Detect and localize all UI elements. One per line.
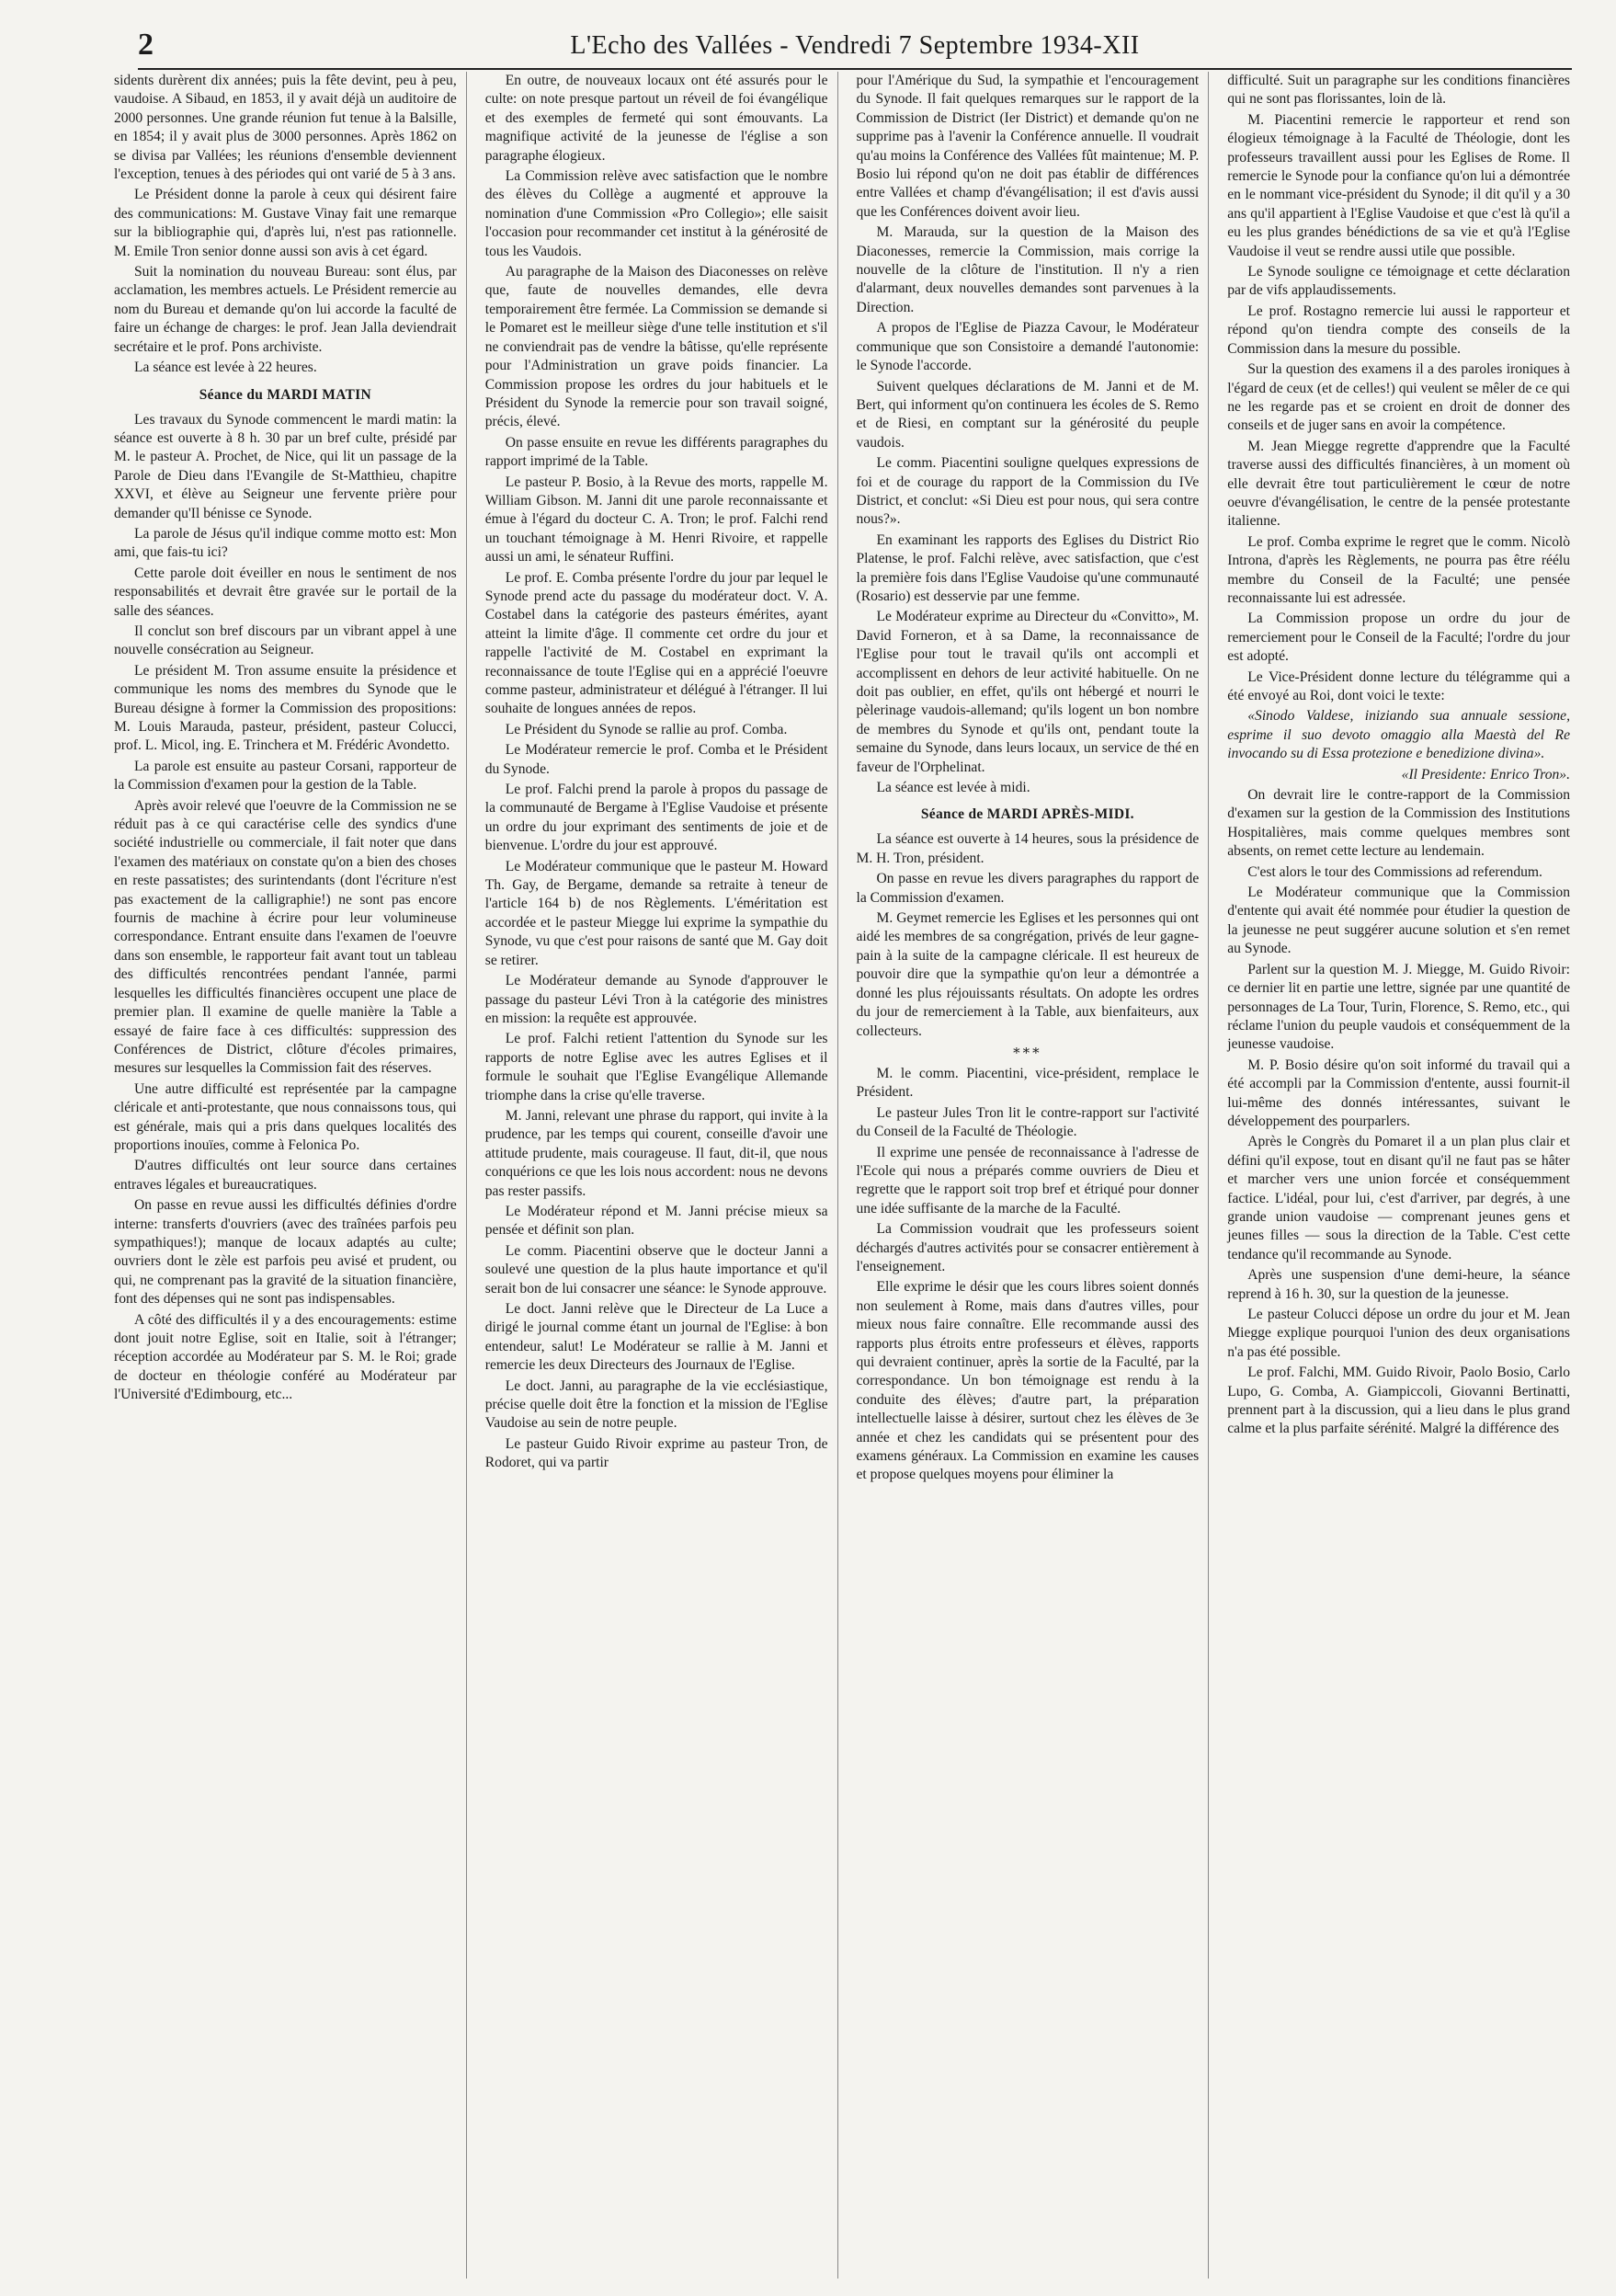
paragraph: En examinant les rapports des Eglises du District Rio Platense, le prof. Falchi relève, avec satisfaction, que c'est la première fois dans l'Eglise Vaudoise qu'une communauté (Rosario) est desservie par une femme.	[856, 531, 1200, 604]
paragraph: Après le Congrès du Pomaret il a un plan plus clair et défini qu'il expose, tout en disant qu'il ne faut pas se hâter et marcher vers une union forcée et conséquemment factice. L'idéal, pour lui, c'est d'arriver, par degrés, à une grande union vaudoise — comprenant jeunes gens et jeunes filles — sous la direction de la Table. C'est cette tendance qu'il recommande au Synode.	[1227, 1134, 1570, 1262]
paragraph: Le comm. Piacentini observe que le docteur Janni a soulevé une question de la plus haute importance et qu'il serait bon de lui consacrer une séance: le Synode approuve.	[484, 1242, 828, 1296]
paragraph: Le Président donne la parole à ceux qui désirent faire des communications: M. Gustave Vinay fait une remarque sur la bibliographie qui, d'après lui, n'est pas rationnelle. M. Emile Tron senior donne aussi son avis à cet égard.	[114, 187, 457, 259]
paragraph: La séance est levée à midi.	[876, 780, 1030, 796]
paragraph: Le prof. Falchi prend la parole à propos du passage de la communauté de Bergame à l'Eglise Vaudoise et présente un ordre du jour exprimant des sentiments de joie et de bienvenue. L'ordre du jour est approuvé.	[484, 782, 828, 854]
paragraph: difficulté. Suit un paragraphe sur les conditions financières qui ne sont pas florissantes, loin de là.	[1227, 73, 1570, 108]
paragraph: sidents durèrent dix années; puis la fête devint, peu à peu, vaudoise. A Sibaud, en 1853, il y avait déjà un auditoire de 2000 personnes. Une grande réunion fut tenue à la Balsille, en 1854; il y avait plus de 3000 personnes. Après 1862 on se divisa par Vallées; les réunions d'ensemble deviennent l'exception, tenues à des périodes qui ont varié de 5 à 3 ans.	[114, 73, 457, 183]
paragraph: Le Modérateur remercie le prof. Comba et le Président du Synode.	[484, 742, 828, 777]
paragraph: M. Jean Miegge regrette d'apprendre que la Faculté traverse aussi des difficultés financières, à un moment où elle devrait être tout particulièrement le cœur de notre oeuvre d'évangélisation, le centre de la pensée protestante italienne.	[1227, 438, 1570, 530]
paragraph: Elle exprime le désir que les cours libres soient donnés non seulement à Rome, mais dans d'autres villes, pour mieux nous faire connaître. Elle recommande aussi des rapports plus étroits entre professeurs et élèves, rapports qui devraient continuer, après la sortie de la Faculté, par la correspondance. Un bon témoignage est rendu à la conduite des élèves; d'autre part, la préparation intellectuelle laisse à désirer, surtout chez les élèves de 3e année et chez les candidats qui se présentent pour des examens généraux. La Commission en examine les causes et propose quelques moyens pour éliminer la	[856, 1279, 1200, 1483]
paragraph: On passe en revue les divers paragraphes du rapport de la Commission d'examen.	[856, 871, 1200, 906]
paragraph: Le prof. Rostagno remercie lui aussi le rapporteur et répond qu'on tiendra compte des conseils de la Commission dans la mesure du possible.	[1227, 303, 1570, 357]
paragraph: M. Marauda, sur la question de la Maison des Diaconesses, remercie la Commission, mais corrige la nouvelle de la clôture de l'institution. Il n'y a rien d'alarmant, deux nouvelles demandes sont parvenues à la Direction.	[856, 224, 1200, 315]
paragraph: Le pasteur Guido Rivoir exprime au pasteur Tron, de Rodoret, qui va partir	[484, 1435, 828, 1471]
masthead: L'Echo des Vallées - Vendredi 7 Septembre 1934-XII	[570, 31, 1140, 60]
section-heading: Séance de MARDI APRÈS-MIDI.	[920, 806, 1134, 823]
telegram-quote	[1227, 707, 1570, 784]
paragraph: A propos de l'Eglise de Piazza Cavour, le Modérateur communique que son Consistoire a demandé l'autonomie: le Synode l'accorde.	[856, 320, 1200, 374]
paragraph: Le Modérateur répond et M. Janni précise mieux sa pensée et définit son plan.	[484, 1203, 828, 1239]
paragraph: Il exprime une pensée de reconnaissance à l'adresse de l'Ecole qui nous a préparés comme ouvriers de Dieu et regrette que le rapport soit trop bref et étriqué pour donner une idée suffisante de la marche de la Faculté.	[856, 1144, 1200, 1217]
paragraph: M. P. Bosio désire qu'on soit informé du travail qui a été accompli par la Commission d'entente, aussi fournit-il lui-même des donnés intéressantes, suivant le développement des pourparlers.	[1227, 1057, 1570, 1129]
paragraph: Le prof. E. Comba présente l'ordre du jour par lequel le Synode prend acte du passage du modérateur doct. V. A. Costabel dans la catégorie des pasteurs émérites, ayant atteint la limite d'âge. Il commente cet ordre du jour et rappelle l'activité de M. Costabel en exprimant la reconnaissance de toute l'Eglise qui en a apprécié l'oeuvre comme pasteur, administrateur et délégué à l'étranger. Il lui souhaite de longues années de repos.	[484, 569, 828, 717]
paragraph: Le Modérateur communique que le pasteur M. Howard Th. Gay, de Bergame, demande sa retraite à teneur de l'article 164 b) de nos Règlements. L'éméritation est accordée et le pasteur Miegge lui exprime la sympathie du Synode, vu que c'est pour raisons de santé que M. Gay doit se retirer.	[484, 858, 828, 968]
paragraph: Le Synode souligne ce témoignage et cette déclaration par de vifs applaudissements.	[1227, 264, 1570, 299]
paragraph: Le doct. Janni, au paragraphe de la vie ecclésiastique, précise quelle doit être la fonction et la mission de l'Eglise Vaudoise au sein de notre peuple.	[484, 1377, 828, 1432]
paragraph: M. Geymet remercie les Eglises et les personnes qui ont aidé les membres de sa congrégation, privés de leur gagne-pain à la suite de la campagne cléricale. Il est heureux de pouvoir dire que la sympathie qu'on leur a démontrée a donné les plus réjouissants résultats. On adopte les ordres du jour de remerciement à la Table, aux bienfaiteurs, aux collecteurs.	[856, 910, 1200, 1039]
paragraph: Le Modérateur demande au Synode d'approuver le passage du pasteur Lévi Tron à la catégorie des ministres en mission: la requête est approuvée.	[484, 973, 828, 1026]
paragraph: M. le comm. Piacentini, vice-président, remplace le Président.	[856, 1065, 1200, 1101]
paragraph: Il conclut son bref discours par un vibrant appel à une nouvelle consécration au Seigneur.	[114, 623, 457, 658]
paragraph: pour l'Amérique du Sud, la sympathie et l'encouragement du Synode. Il fait quelques remarques sur le rapport de la Commission de District (Ier District) et demande qu'on ne supprime pas à l'avenir la Conférence annuelle. Il voudrait qu'au moins la Conférence des Vallées fût maintenue; M. P. Bosio lui répond qu'on ne doit pas établir de différences entre Vallées et champ d'évangélisation; il est d'avis aussi que les Conférences doivent avoir lieu.	[856, 73, 1200, 220]
paragraph: M. Piacentini remercie le rapporteur et rend son élogieux témoignage à la Faculté de Théologie, dont les professeurs travaillent aussi pour les Eglises de Rome. Il remercie le Synode pour la confiance qu'on lui a démontrée en le nommant vice-président du Synode; il dit qu'il y a 30 ans qu'il appartient à l'Eglise Vaudoise et que c'est là qu'il a eu les plus grandes bénédictions de sa vie et qu'à l'Eglise Vaudoise il veut se rendre aussi utile que possible.	[1227, 111, 1570, 259]
paragraph: La Commission relève avec satisfaction que le nombre des élèves du Collège a augmenté et approuve la nomination d'une Commission «Pro Collegio»; elle saisit l'occasion pour recommander cet institut à la générosité de tous les Vaudois.	[484, 168, 828, 259]
paragraph: Le pasteur Colucci dépose un ordre du jour et M. Jean Miegge explique pourquoi l'union des deux organisations n'a pas été possible.	[1227, 1307, 1570, 1360]
paragraph: Suit la nomination du nouveau Bureau: sont élus, par acclamation, les membres actuels. Le Président remercie au nom du Bureau et demande qu'on lui accorde la faculté de faire un échange de charges: le prof. Jean Jalla deviendrait secrétaire et le prof. Pons archiviste.	[114, 264, 457, 355]
paragraph: En outre, de nouveaux locaux ont été assurés pour le culte: on note presque partout un réveil de foi évangélique et des exemples de fermeté qui sont émouvants. La magnifique activité de la jeunesse de l'église a son paragraphe élogieux.	[484, 73, 828, 164]
paragraph: La séance est levée à 22 heures.	[134, 360, 317, 376]
column-3	[851, 72, 1210, 2279]
paragraph: La Commission propose un ordre du jour de remerciement pour le Conseil de la Faculté; l'ordre du jour est adopté.	[1227, 611, 1570, 665]
page-header	[138, 26, 1572, 70]
paragraph: Le prof. Falchi retient l'attention du Synode sur les rapports de notre Eglise avec les autres Eglises et il formule le souhait que l'Eglise Evangélique Allemande triomphe dans la crise qu'elle traverse.	[484, 1031, 828, 1103]
paragraph: Cette parole doit éveiller en nous le sentiment de nos responsabilités et devrait être gravée sur le portail de la salle des séances.	[114, 565, 457, 619]
paragraph: Le doct. Janni relève que le Directeur de La Luce a dirigé le journal comme étant un journal de l'Eglise: à bon entendeur, salut! Le Modérateur se rallie à M. Janni et remercie les deux Directeurs des Journaux de l'Eglise.	[484, 1301, 828, 1374]
paragraph: Le Vice-Président donne lecture du télégramme qui a été envoyé au Roi, dont voici le texte:	[1227, 668, 1570, 703]
paragraph: Après une suspension d'une demi-heure, la séance reprend à 16 h. 30, sur la question de la jeunesse.	[1227, 1267, 1570, 1302]
paragraph: Les travaux du Synode commencent le mardi matin: la séance est ouverte à 8 h. 30 par un bref culte, présidé par M. le pasteur A. Prochet, de Nice, qui lit un passage de la Parole de Dieu dans l'Evangile de St-Matthieu, chapitre XXVI, et élève au Seigneur une fervente prière pour demander qu'Il bénisse ce Synode.	[114, 411, 457, 521]
paragraph: Après avoir relevé que l'oeuvre de la Commission ne se réduit pas à ce qui caractérise celle des syndics d'une société industrielle ou commerciale, il fait noter que dans l'examen des matériaux on constate qu'on a bien des choses en reste passatistes; des surintendants (dont l'écriture n'est pas exactement de la calligraphie!) ne sont pas encore fournis de machine à écrire pour leur volumineuse correspondance. Entrant ensuite dans l'examen de l'oeuvre dans son ensemble, le rapporteur fait avant tout un tableau des difficultés rencontrées pendant l'année, parmi lesquelles les difficultés financières occupent une place de premier plan. Il examine de quelle manière la Table a essayé de faire face à ces difficultés: suppression des Conférences de District, clôture d'écoles primaires, mesures sur lesquelles la Commission fait des réserves.	[114, 797, 457, 1077]
paragraph: Le président M. Tron assume ensuite la présidence et communique les noms des membres du Synode que le Bureau désigne à former la Commission des propositions: M. Louis Marauda, pasteur, président, pasteur Colucci, prof. L. Micol, ing. E. Trinchera et M. Frédéric Avondetto.	[114, 662, 457, 754]
paragraph: La parole est ensuite au pasteur Corsani, rapporteur de la Commission d'examen pour la gestion de la Table.	[114, 758, 457, 794]
section-heading: Séance du MARDI MATIN	[199, 386, 372, 403]
paragraph: Suivent quelques déclarations de M. Janni et de M. Bert, qui informent qu'on continuera les écoles de S. Remo et de Riesi, en comptant sur la générosité du peuple vaudois.	[856, 378, 1200, 451]
paragraph: Parlent sur la question M. J. Miegge, M. Guido Rivoir: ce dernier lit en partie une lettre, signée par une quantité de personnages de La Tour, Turin, Florence, S. Remo, etc., qui réclame l'union du peuple vaudois et conséquemment de la jeunesse vaudoise.	[1227, 961, 1570, 1053]
article-columns	[108, 72, 1579, 2279]
paragraph: La parole de Jésus qu'il indique comme motto est: Mon ami, que fais-tu ici?	[114, 525, 457, 561]
column-1	[108, 72, 467, 2279]
paragraph: Le pasteur P. Bosio, à la Revue des morts, rappelle M. William Gibson. M. Janni dit une parole reconnaissante et émue à l'égard du docteur C. A. Tron; le prof. Falchi rend un touchant témoignage à M. Henri Rivoire, et rappelle aussi un ami, le sénateur Ruffini.	[484, 474, 828, 565]
paragraph: La séance est ouverte à 14 heures, sous la présidence de M. H. Tron, président.	[856, 831, 1200, 866]
telegram-signature: «Il Presidente: Enrico Tron».	[1401, 766, 1570, 782]
paragraph: Le pasteur Jules Tron lit le contre-rapport sur l'activité du Conseil de la Faculté de Théologie.	[856, 1104, 1200, 1140]
paragraph: M. Janni, relevant une phrase du rapport, qui invite à la prudence, par les temps qui courent, conseille d'avoir une attitude prudente, mais courageuse. Il faut, dit-il, que nous conquérions ce que les lois nous accordent: nous ne devons pas rester passifs.	[484, 1107, 828, 1199]
paragraph: Au paragraphe de la Maison des Diaconesses on relève que, faute de nouvelles demandes, elle devra temporairement être fermée. La Commission se demande si le Pomaret est le meilleur siège d'une telle institution et s'il ne conviendrait pas de vendre la bâtisse, qu'elle représente pour l'Administration un grave poids financier. La Commission propose les ordres du jour habituels et le Président du Synode la remercie pour son travail soigné, précis, élevé.	[484, 264, 828, 430]
paragraph: C'est alors le tour des Commissions ad referendum.	[1247, 863, 1542, 880]
paragraph: On passe ensuite en revue les différents paragraphes du rapport imprimé de la Table.	[484, 434, 828, 470]
paragraph: Sur la question des examens il a des paroles ironiques à l'égard de ceux (et de celles!) qui veulent se mêler de ce qui ne les regarde pas et se croient en droit de donner des conseils et de juger sans en avoir la compétence.	[1227, 361, 1570, 434]
paragraph: Le Président du Synode se rallie au prof. Comba.	[505, 721, 788, 737]
paragraph: A côté des difficultés il y a des encouragements: estime dont jouit notre Eglise, soit en Italie, soit à l'étranger; réception accordée au Modérateur par S. M. le Roi; grade de docteur en théologie conféré au Modérateur par l'Université d'Edimbourg, etc...	[114, 1311, 457, 1403]
column-2	[480, 72, 838, 2279]
paragraph: D'autres difficultés ont leur source dans certaines entraves légales et bureaucratiques.	[114, 1158, 457, 1193]
paragraph: Une autre difficulté est représentée par la campagne cléricale et anti-protestante, que nous connaissons tous, qui est générale, mais qui a pris dans quelques localités des proportions inouïes, comme à Felonica Po.	[114, 1080, 457, 1153]
paragraph: Le Modérateur communique que la Commission d'entente qui avait été nommée pour étudier la question de la jeunesse ne peut suggérer aucune solution et s'en remet au Synode.	[1227, 885, 1570, 957]
paragraph: On passe en revue aussi les difficultés définies d'ordre interne: transferts d'ouvriers (avec des traînées parfois peu sympathiques!); manque de locaux adaptés au culte; ouvriers dont le zèle est parfois peu avisé et prudent, ou qui, ne comprenant pas la gravité de la situation financière, font des dépenses qui ne sont pas indispensables.	[114, 1197, 457, 1308]
column-4	[1222, 72, 1579, 2279]
page-number: 2	[138, 28, 154, 62]
paragraph: On devrait lire le contre-rapport de la Commission d'examen sur la gestion de la Commission des Institutions Hospitalières, mais comme quelques membres sont absents, on remet cette lecture au lendemain.	[1227, 787, 1570, 860]
paragraph: Le prof. Falchi, MM. Guido Rivoir, Paolo Bosio, Carlo Lupo, G. Comba, A. Giampiccoli, Giovanni Bertinatti, prennent part à la discussion, qui a lieu dans le plus grand calme et la plus parfaite sérénité. Malgré la différence des	[1227, 1365, 1570, 1437]
paragraph: Le comm. Piacentini souligne quelques expressions de foi et de courage du rapport de la Commission du IVe District, et conclut: «Si Dieu est pour nous, qui sera contre nous?».	[856, 455, 1200, 528]
section-separator: ***	[1013, 1044, 1042, 1061]
paragraph: Le prof. Comba exprime le regret que le comm. Nicolò Introna, d'après les Règlements, ne pourra pas être réélu membre du Conseil de la Faculté; une pensée reconnaissante lui est adressée.	[1227, 533, 1570, 606]
telegram-text: «Sinodo Valdese, iniziando sua annuale sessione, esprime il suo devoto omaggio alla Maestà del Re invocando su di Essa protezione e benedizione divina».	[1227, 708, 1570, 762]
paragraph: Le Modérateur exprime au Directeur du «Convitto», M. David Forneron, et à sa Dame, la reconnaissance de l'Eglise pour tout le travail qu'ils ont accompli et accomplissent en dehors de leur activité habituelle. On ne doit pas oublier, en effet, qu'ils ont hébergé et nourri le pèlerinage vaudois-allemand; qu'ils logent un bon nombre de membres du Synode et qu'ils ont, pendant toute la semaine du Synode, dans leurs locaux, un service de thé en faveur de l'Orphelinat.	[856, 609, 1200, 775]
paragraph: La Commission voudrait que les professeurs soient déchargés d'autres activités pour se consacrer entièrement à l'enseignement.	[856, 1221, 1200, 1274]
